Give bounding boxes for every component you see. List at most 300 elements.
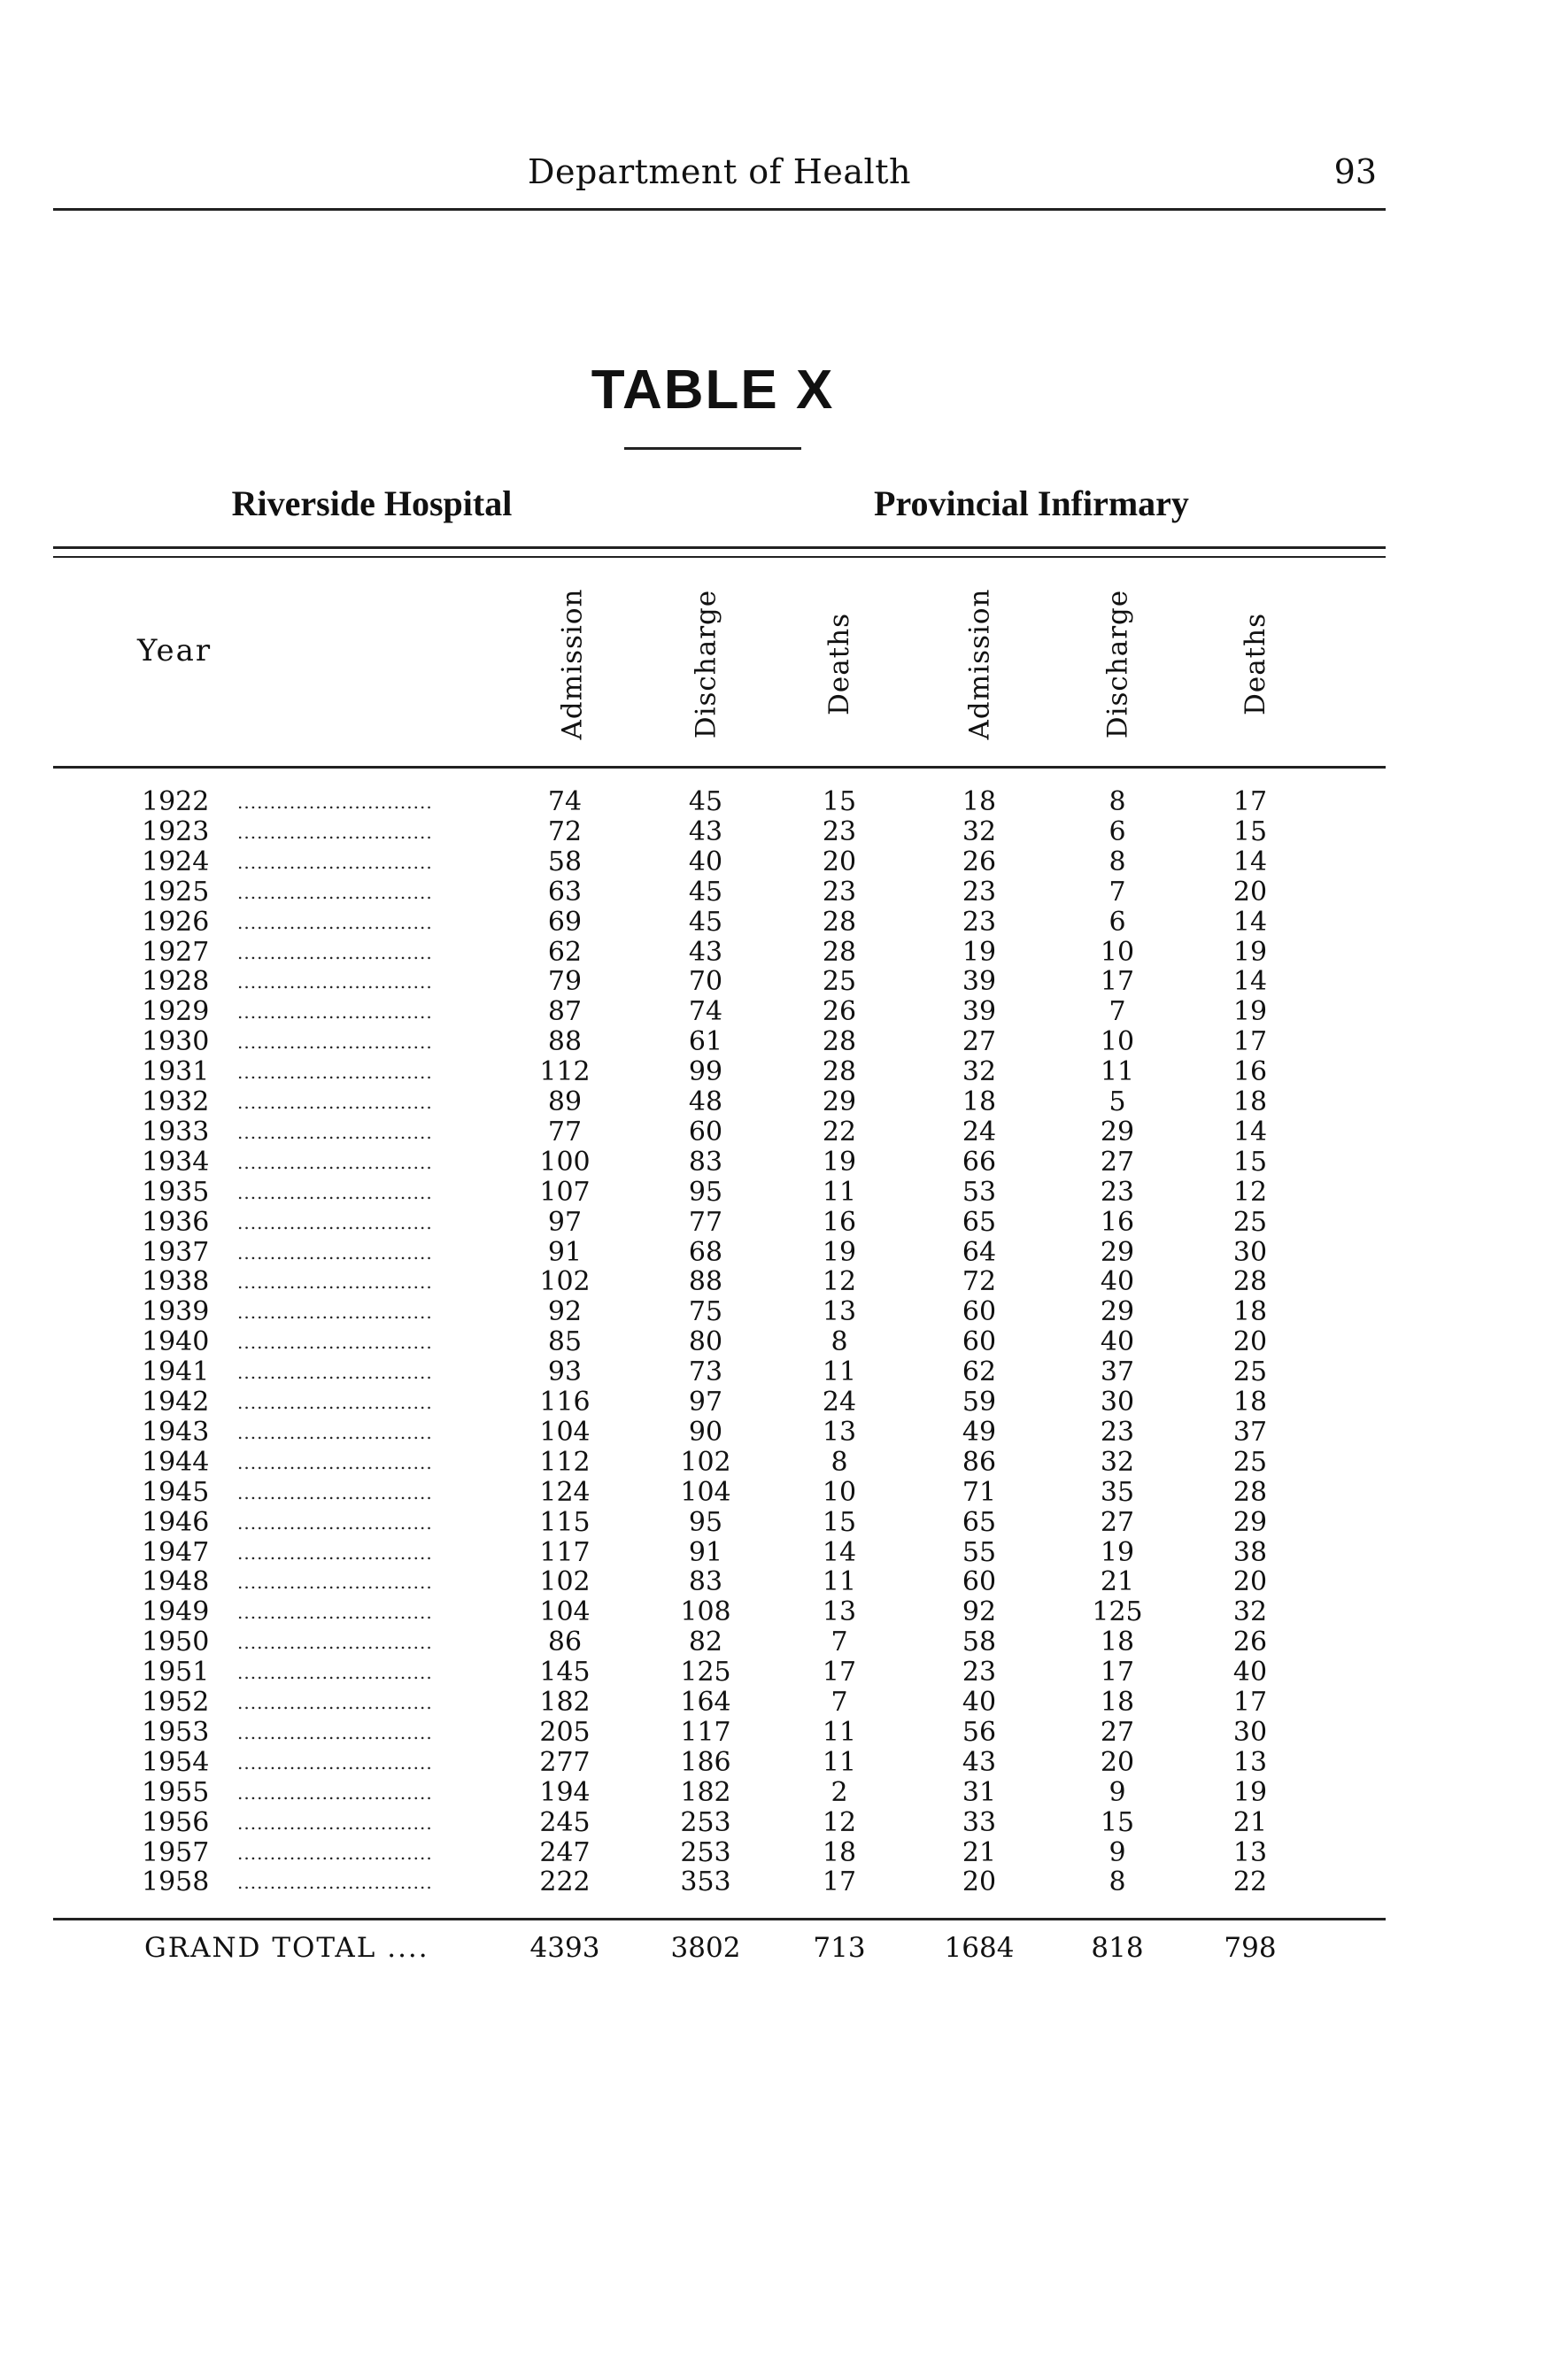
- cell-riverside-discharge: 108: [680, 1596, 731, 1628]
- table-row: [0, 1026, 1545, 1056]
- cell-riverside-deaths: 17: [822, 1866, 857, 1898]
- cell-provincial-deaths: 19: [1232, 996, 1268, 1028]
- total-provincial-deaths: 798: [1224, 1932, 1277, 1964]
- cell-riverside-deaths: 11: [822, 1566, 857, 1598]
- cell-provincial-deaths: 17: [1232, 786, 1268, 817]
- cell-provincial-admission: 92: [962, 1596, 997, 1628]
- row-leader-dots: ..............................: [237, 1151, 433, 1173]
- row-leader-dots: ..............................: [237, 1271, 433, 1294]
- cell-riverside-deaths: 8: [830, 1446, 848, 1478]
- cell-riverside-admission: 145: [539, 1657, 591, 1688]
- cell-riverside-discharge: 104: [680, 1476, 731, 1508]
- row-year: 1923: [142, 815, 210, 847]
- cell-provincial-deaths: 21: [1232, 1806, 1268, 1838]
- title-divider: [624, 447, 801, 450]
- cell-riverside-discharge: 164: [680, 1687, 731, 1718]
- cell-provincial-discharge: 10: [1100, 936, 1135, 968]
- table-row: [0, 1056, 1545, 1086]
- row-year: 1953: [142, 1716, 210, 1748]
- cell-riverside-discharge: 43: [688, 815, 723, 847]
- table-row: [0, 1296, 1545, 1326]
- cell-provincial-deaths: 25: [1232, 1446, 1268, 1478]
- table-row: [0, 1237, 1545, 1267]
- cell-riverside-deaths: 28: [822, 1026, 857, 1058]
- cell-provincial-admission: 18: [962, 786, 997, 817]
- cell-provincial-admission: 58: [962, 1627, 997, 1658]
- row-year: 1931: [142, 1056, 210, 1088]
- total-riverside-deaths: 713: [813, 1932, 866, 1964]
- row-leader-dots: ..............................: [237, 1602, 433, 1624]
- row-leader-dots: ..............................: [237, 1302, 433, 1324]
- cell-riverside-deaths: 19: [822, 1146, 857, 1178]
- cell-provincial-admission: 53: [962, 1176, 997, 1208]
- cell-provincial-discharge: 15: [1100, 1806, 1135, 1838]
- table-row: [0, 1596, 1545, 1627]
- cell-provincial-admission: 71: [962, 1476, 997, 1508]
- cell-provincial-deaths: 14: [1232, 1116, 1268, 1148]
- cell-riverside-discharge: 70: [688, 966, 723, 998]
- cell-riverside-discharge: 95: [688, 1176, 723, 1208]
- cell-provincial-admission: 24: [962, 1116, 997, 1148]
- cell-provincial-discharge: 18: [1100, 1687, 1135, 1718]
- cell-riverside-discharge: 99: [688, 1056, 723, 1088]
- row-leader-dots: ..............................: [237, 1781, 433, 1804]
- cell-riverside-deaths: 14: [822, 1536, 857, 1568]
- cell-provincial-deaths: 15: [1232, 1146, 1268, 1178]
- row-leader-dots: ..............................: [237, 1662, 433, 1684]
- total-riverside-discharge: 3802: [670, 1932, 741, 1964]
- grand-total-row: [0, 1932, 1545, 1967]
- row-year: 1942: [142, 1387, 210, 1418]
- row-year: 1929: [142, 996, 210, 1028]
- cell-provincial-discharge: 29: [1100, 1116, 1135, 1148]
- cell-provincial-discharge: 17: [1100, 966, 1135, 998]
- cell-provincial-admission: 49: [962, 1416, 997, 1448]
- row-year: 1930: [142, 1026, 210, 1058]
- row-year: 1956: [142, 1806, 210, 1838]
- cell-provincial-admission: 23: [962, 876, 997, 908]
- cell-provincial-deaths: 20: [1232, 1566, 1268, 1598]
- row-leader-dots: ..............................: [237, 1721, 433, 1743]
- table-row: [0, 1207, 1545, 1237]
- row-year: 1958: [142, 1866, 210, 1898]
- table-row: [0, 1687, 1545, 1717]
- cell-provincial-admission: 72: [962, 1266, 997, 1298]
- row-year: 1935: [142, 1176, 210, 1208]
- table-row: [0, 1177, 1545, 1207]
- table-row: [0, 1627, 1545, 1657]
- column-header-riverside-discharge: Discharge: [690, 589, 722, 739]
- row-year: 1932: [142, 1086, 210, 1117]
- cell-provincial-discharge: 7: [1109, 996, 1126, 1028]
- cell-riverside-deaths: 10: [822, 1476, 857, 1508]
- cell-riverside-admission: 88: [547, 1026, 583, 1058]
- cell-provincial-admission: 32: [962, 815, 997, 847]
- row-leader-dots: ..............................: [237, 911, 433, 933]
- cell-riverside-admission: 102: [539, 1566, 591, 1598]
- cell-provincial-discharge: 27: [1100, 1146, 1135, 1178]
- cell-riverside-deaths: 28: [822, 906, 857, 938]
- cell-provincial-deaths: 15: [1232, 815, 1268, 847]
- cell-riverside-discharge: 45: [688, 786, 723, 817]
- cell-riverside-deaths: 29: [822, 1086, 857, 1117]
- cell-provincial-deaths: 20: [1232, 876, 1268, 908]
- cell-riverside-admission: 194: [539, 1776, 591, 1808]
- cell-riverside-discharge: 73: [688, 1356, 723, 1388]
- cell-riverside-deaths: 22: [822, 1116, 857, 1148]
- cell-provincial-admission: 19: [962, 936, 997, 968]
- table-row: [0, 1117, 1545, 1147]
- cell-provincial-admission: 40: [962, 1687, 997, 1718]
- row-year: 1946: [142, 1506, 210, 1538]
- cell-riverside-deaths: 18: [822, 1836, 857, 1868]
- cell-riverside-discharge: 95: [688, 1506, 723, 1538]
- cell-riverside-admission: 112: [539, 1446, 591, 1478]
- table-row: [0, 1326, 1545, 1356]
- row-year: 1927: [142, 936, 210, 968]
- table-row: [0, 1777, 1545, 1807]
- cell-provincial-admission: 60: [962, 1296, 997, 1328]
- row-leader-dots: ..............................: [237, 1392, 433, 1413]
- cell-riverside-discharge: 186: [680, 1746, 731, 1778]
- cell-provincial-discharge: 30: [1100, 1387, 1135, 1418]
- table-row: [0, 1866, 1545, 1897]
- cell-riverside-deaths: 12: [822, 1806, 857, 1838]
- cell-provincial-admission: 65: [962, 1506, 997, 1538]
- cell-provincial-deaths: 25: [1232, 1206, 1268, 1238]
- cell-provincial-discharge: 18: [1100, 1627, 1135, 1658]
- cell-riverside-admission: 58: [547, 846, 583, 877]
- cell-provincial-deaths: 19: [1232, 1776, 1268, 1808]
- cell-provincial-deaths: 19: [1232, 936, 1268, 968]
- column-header-provincial-admission: Admission: [963, 588, 995, 740]
- cell-provincial-deaths: 14: [1232, 966, 1268, 998]
- cell-riverside-deaths: 15: [822, 1506, 857, 1538]
- cell-provincial-deaths: 20: [1232, 1326, 1268, 1358]
- table-top-rule-inner: [53, 556, 1386, 558]
- row-year: 1941: [142, 1356, 210, 1388]
- table-row: [0, 1837, 1545, 1867]
- row-year: 1933: [142, 1116, 210, 1148]
- cell-riverside-admission: 85: [547, 1326, 583, 1358]
- cell-riverside-deaths: 2: [830, 1776, 848, 1808]
- header-bottom-rule: [53, 766, 1386, 769]
- row-leader-dots: ..............................: [237, 1332, 433, 1354]
- cell-provincial-admission: 60: [962, 1566, 997, 1598]
- cell-riverside-admission: 112: [539, 1056, 591, 1088]
- table-row: [0, 1447, 1545, 1477]
- total-riverside-admission: 4393: [529, 1932, 600, 1964]
- cell-riverside-discharge: 48: [688, 1086, 723, 1117]
- running-head-title: Department of Health: [528, 152, 911, 191]
- cell-provincial-deaths: 12: [1232, 1176, 1268, 1208]
- cell-riverside-discharge: 80: [688, 1326, 723, 1358]
- table-row: [0, 1537, 1545, 1567]
- cell-provincial-deaths: 13: [1232, 1836, 1268, 1868]
- row-year: 1950: [142, 1627, 210, 1658]
- cell-provincial-discharge: 6: [1109, 815, 1126, 847]
- cell-riverside-admission: 87: [547, 996, 583, 1028]
- cell-riverside-deaths: 19: [822, 1236, 857, 1268]
- cell-provincial-deaths: 17: [1232, 1687, 1268, 1718]
- row-leader-dots: ..............................: [237, 1032, 433, 1054]
- table-row: [0, 816, 1545, 846]
- row-leader-dots: ..............................: [237, 1572, 433, 1594]
- row-leader-dots: ..............................: [237, 1842, 433, 1864]
- cell-riverside-discharge: 91: [688, 1536, 723, 1568]
- table-top-rule: [53, 546, 1386, 549]
- table-row: [0, 1507, 1545, 1537]
- cell-provincial-discharge: 20: [1100, 1746, 1135, 1778]
- table-row: [0, 877, 1545, 907]
- row-leader-dots: ..............................: [237, 1812, 433, 1834]
- row-leader-dots: ..............................: [237, 1241, 433, 1263]
- cell-provincial-discharge: 8: [1109, 786, 1126, 817]
- total-rule: [53, 1918, 1386, 1920]
- row-year: 1936: [142, 1206, 210, 1238]
- cell-provincial-admission: 86: [962, 1446, 997, 1478]
- cell-riverside-deaths: 25: [822, 966, 857, 998]
- row-leader-dots: ..............................: [237, 1481, 433, 1503]
- row-year: 1957: [142, 1836, 210, 1868]
- cell-provincial-discharge: 7: [1109, 876, 1126, 908]
- cell-riverside-deaths: 16: [822, 1206, 857, 1238]
- row-leader-dots: ..............................: [237, 1632, 433, 1654]
- cell-riverside-admission: 107: [539, 1176, 591, 1208]
- column-header-year: Year: [137, 633, 212, 668]
- cell-provincial-admission: 31: [962, 1776, 997, 1808]
- cell-provincial-discharge: 32: [1100, 1446, 1135, 1478]
- cell-provincial-discharge: 10: [1100, 1026, 1135, 1058]
- row-leader-dots: ..............................: [237, 1542, 433, 1564]
- row-leader-dots: ..............................: [237, 1751, 433, 1773]
- cell-provincial-discharge: 23: [1100, 1176, 1135, 1208]
- cell-provincial-deaths: 18: [1232, 1387, 1268, 1418]
- cell-provincial-admission: 64: [962, 1236, 997, 1268]
- row-year: 1940: [142, 1326, 210, 1358]
- column-header-riverside-admission: Admission: [556, 588, 588, 740]
- row-year: 1926: [142, 906, 210, 938]
- table-row: [0, 907, 1545, 937]
- row-leader-dots: ..............................: [237, 851, 433, 873]
- table-row: [0, 1807, 1545, 1837]
- row-year: 1949: [142, 1596, 210, 1628]
- cell-provincial-deaths: 25: [1232, 1356, 1268, 1388]
- cell-provincial-deaths: 17: [1232, 1026, 1268, 1058]
- row-year: 1951: [142, 1657, 210, 1688]
- cell-riverside-admission: 104: [539, 1416, 591, 1448]
- row-year: 1948: [142, 1566, 210, 1598]
- cell-provincial-deaths: 30: [1232, 1716, 1268, 1748]
- cell-riverside-discharge: 88: [688, 1266, 723, 1298]
- cell-provincial-discharge: 8: [1109, 846, 1126, 877]
- cell-provincial-discharge: 9: [1109, 1836, 1126, 1868]
- cell-riverside-discharge: 97: [688, 1387, 723, 1418]
- cell-riverside-admission: 277: [539, 1746, 591, 1778]
- cell-provincial-admission: 27: [962, 1026, 997, 1058]
- grand-total-label: GRAND TOTAL ....: [144, 1932, 429, 1964]
- cell-provincial-deaths: 37: [1232, 1416, 1268, 1448]
- table-row: [0, 1387, 1545, 1417]
- cell-riverside-discharge: 82: [688, 1627, 723, 1658]
- table-row: [0, 786, 1545, 816]
- cell-provincial-deaths: 13: [1232, 1746, 1268, 1778]
- row-year: 1945: [142, 1476, 210, 1508]
- row-leader-dots: ..............................: [237, 792, 433, 813]
- cell-provincial-discharge: 37: [1100, 1356, 1135, 1388]
- cell-provincial-discharge: 19: [1100, 1536, 1135, 1568]
- cell-provincial-discharge: 40: [1100, 1266, 1135, 1298]
- row-leader-dots: ..............................: [237, 941, 433, 963]
- cell-riverside-discharge: 43: [688, 936, 723, 968]
- row-leader-dots: ..............................: [237, 971, 433, 993]
- cell-provincial-admission: 23: [962, 906, 997, 938]
- row-year: 1938: [142, 1266, 210, 1298]
- cell-riverside-discharge: 77: [688, 1206, 723, 1238]
- cell-provincial-admission: 59: [962, 1387, 997, 1418]
- cell-provincial-deaths: 18: [1232, 1296, 1268, 1328]
- cell-riverside-deaths: 8: [830, 1326, 848, 1358]
- cell-provincial-admission: 32: [962, 1056, 997, 1088]
- row-year: 1924: [142, 846, 210, 877]
- cell-provincial-deaths: 28: [1232, 1476, 1268, 1508]
- cell-riverside-admission: 62: [547, 936, 583, 968]
- row-year: 1947: [142, 1536, 210, 1568]
- table-row: [0, 1566, 1545, 1596]
- table-row: [0, 1417, 1545, 1447]
- cell-riverside-admission: 182: [539, 1687, 591, 1718]
- cell-provincial-admission: 66: [962, 1146, 997, 1178]
- row-leader-dots: ..............................: [237, 1421, 433, 1443]
- table-row: [0, 996, 1545, 1026]
- row-leader-dots: ..............................: [237, 1692, 433, 1713]
- cell-provincial-deaths: 14: [1232, 906, 1268, 938]
- row-leader-dots: ..............................: [237, 1001, 433, 1024]
- cell-riverside-admission: 72: [547, 815, 583, 847]
- cell-provincial-admission: 26: [962, 846, 997, 877]
- cell-riverside-admission: 104: [539, 1596, 591, 1628]
- cell-riverside-discharge: 102: [680, 1446, 731, 1478]
- cell-provincial-admission: 56: [962, 1716, 997, 1748]
- table-row: [0, 966, 1545, 996]
- row-year: 1925: [142, 876, 210, 908]
- cell-riverside-discharge: 253: [680, 1806, 731, 1838]
- cell-riverside-discharge: 74: [688, 996, 723, 1028]
- cell-riverside-admission: 77: [547, 1116, 583, 1148]
- row-leader-dots: ..............................: [237, 1872, 433, 1894]
- cell-riverside-discharge: 40: [688, 846, 723, 877]
- cell-riverside-admission: 102: [539, 1266, 591, 1298]
- table-row: [0, 1747, 1545, 1777]
- cell-provincial-deaths: 38: [1232, 1536, 1268, 1568]
- row-leader-dots: ..............................: [237, 1121, 433, 1143]
- cell-riverside-discharge: 68: [688, 1236, 723, 1268]
- cell-provincial-admission: 23: [962, 1657, 997, 1688]
- row-leader-dots: ..............................: [237, 1511, 433, 1534]
- cell-riverside-deaths: 7: [830, 1687, 848, 1718]
- row-year: 1955: [142, 1776, 210, 1808]
- table-row: [0, 937, 1545, 967]
- cell-riverside-deaths: 23: [822, 876, 857, 908]
- cell-provincial-discharge: 16: [1100, 1206, 1135, 1238]
- table-row: [0, 846, 1545, 877]
- cell-provincial-admission: 18: [962, 1086, 997, 1117]
- column-header-provincial-deaths: Deaths: [1240, 612, 1272, 716]
- page-number: 93: [1333, 152, 1377, 191]
- cell-provincial-discharge: 125: [1092, 1596, 1143, 1628]
- cell-provincial-deaths: 16: [1232, 1056, 1268, 1088]
- cell-riverside-discharge: 182: [680, 1776, 731, 1808]
- total-provincial-admission: 1684: [944, 1932, 1015, 1964]
- cell-riverside-admission: 79: [547, 966, 583, 998]
- cell-riverside-discharge: 75: [688, 1296, 723, 1328]
- cell-riverside-deaths: 20: [822, 846, 857, 877]
- cell-provincial-deaths: 32: [1232, 1596, 1268, 1628]
- cell-provincial-admission: 21: [962, 1836, 997, 1868]
- cell-provincial-deaths: 30: [1232, 1236, 1268, 1268]
- cell-provincial-discharge: 23: [1100, 1416, 1135, 1448]
- cell-riverside-admission: 92: [547, 1296, 583, 1328]
- row-year: 1943: [142, 1416, 210, 1448]
- cell-riverside-admission: 63: [547, 876, 583, 908]
- cell-riverside-deaths: 11: [822, 1356, 857, 1388]
- cell-riverside-discharge: 253: [680, 1836, 731, 1868]
- row-leader-dots: ..............................: [237, 1092, 433, 1113]
- cell-riverside-admission: 117: [539, 1536, 591, 1568]
- cell-provincial-deaths: 29: [1232, 1506, 1268, 1538]
- cell-provincial-deaths: 40: [1232, 1657, 1268, 1688]
- row-leader-dots: ..............................: [237, 821, 433, 843]
- cell-provincial-discharge: 11: [1100, 1056, 1135, 1088]
- cell-provincial-discharge: 27: [1100, 1716, 1135, 1748]
- cell-riverside-deaths: 17: [822, 1657, 857, 1688]
- cell-riverside-deaths: 15: [822, 786, 857, 817]
- cell-provincial-deaths: 18: [1232, 1086, 1268, 1117]
- cell-riverside-discharge: 125: [680, 1657, 731, 1688]
- row-leader-dots: ..............................: [237, 1362, 433, 1384]
- row-leader-dots: ..............................: [237, 1062, 433, 1084]
- cell-riverside-admission: 245: [539, 1806, 591, 1838]
- cell-riverside-discharge: 83: [688, 1566, 723, 1598]
- cell-provincial-discharge: 40: [1100, 1326, 1135, 1358]
- cell-riverside-discharge: 117: [680, 1716, 731, 1748]
- cell-riverside-admission: 86: [547, 1627, 583, 1658]
- cell-riverside-discharge: 45: [688, 906, 723, 938]
- cell-riverside-discharge: 45: [688, 876, 723, 908]
- cell-riverside-deaths: 13: [822, 1416, 857, 1448]
- cell-riverside-discharge: 90: [688, 1416, 723, 1448]
- group-label-riverside-hospital: Riverside Hospital: [231, 483, 513, 523]
- cell-provincial-deaths: 28: [1232, 1266, 1268, 1298]
- cell-provincial-admission: 39: [962, 996, 997, 1028]
- column-header-riverside-deaths: Deaths: [823, 612, 856, 716]
- cell-riverside-admission: 115: [539, 1506, 591, 1538]
- table-row: [0, 1356, 1545, 1387]
- row-leader-dots: ..............................: [237, 1211, 433, 1233]
- cell-provincial-deaths: 14: [1232, 846, 1268, 877]
- cell-provincial-admission: 62: [962, 1356, 997, 1388]
- cell-riverside-admission: 97: [547, 1206, 583, 1238]
- cell-riverside-deaths: 13: [822, 1296, 857, 1328]
- cell-provincial-discharge: 27: [1100, 1506, 1135, 1538]
- cell-riverside-discharge: 60: [688, 1116, 723, 1148]
- row-year: 1952: [142, 1687, 210, 1718]
- cell-provincial-discharge: 35: [1100, 1476, 1135, 1508]
- cell-riverside-admission: 89: [547, 1086, 583, 1117]
- cell-provincial-admission: 33: [962, 1806, 997, 1838]
- table-row: [0, 1717, 1545, 1747]
- cell-provincial-discharge: 5: [1109, 1086, 1126, 1117]
